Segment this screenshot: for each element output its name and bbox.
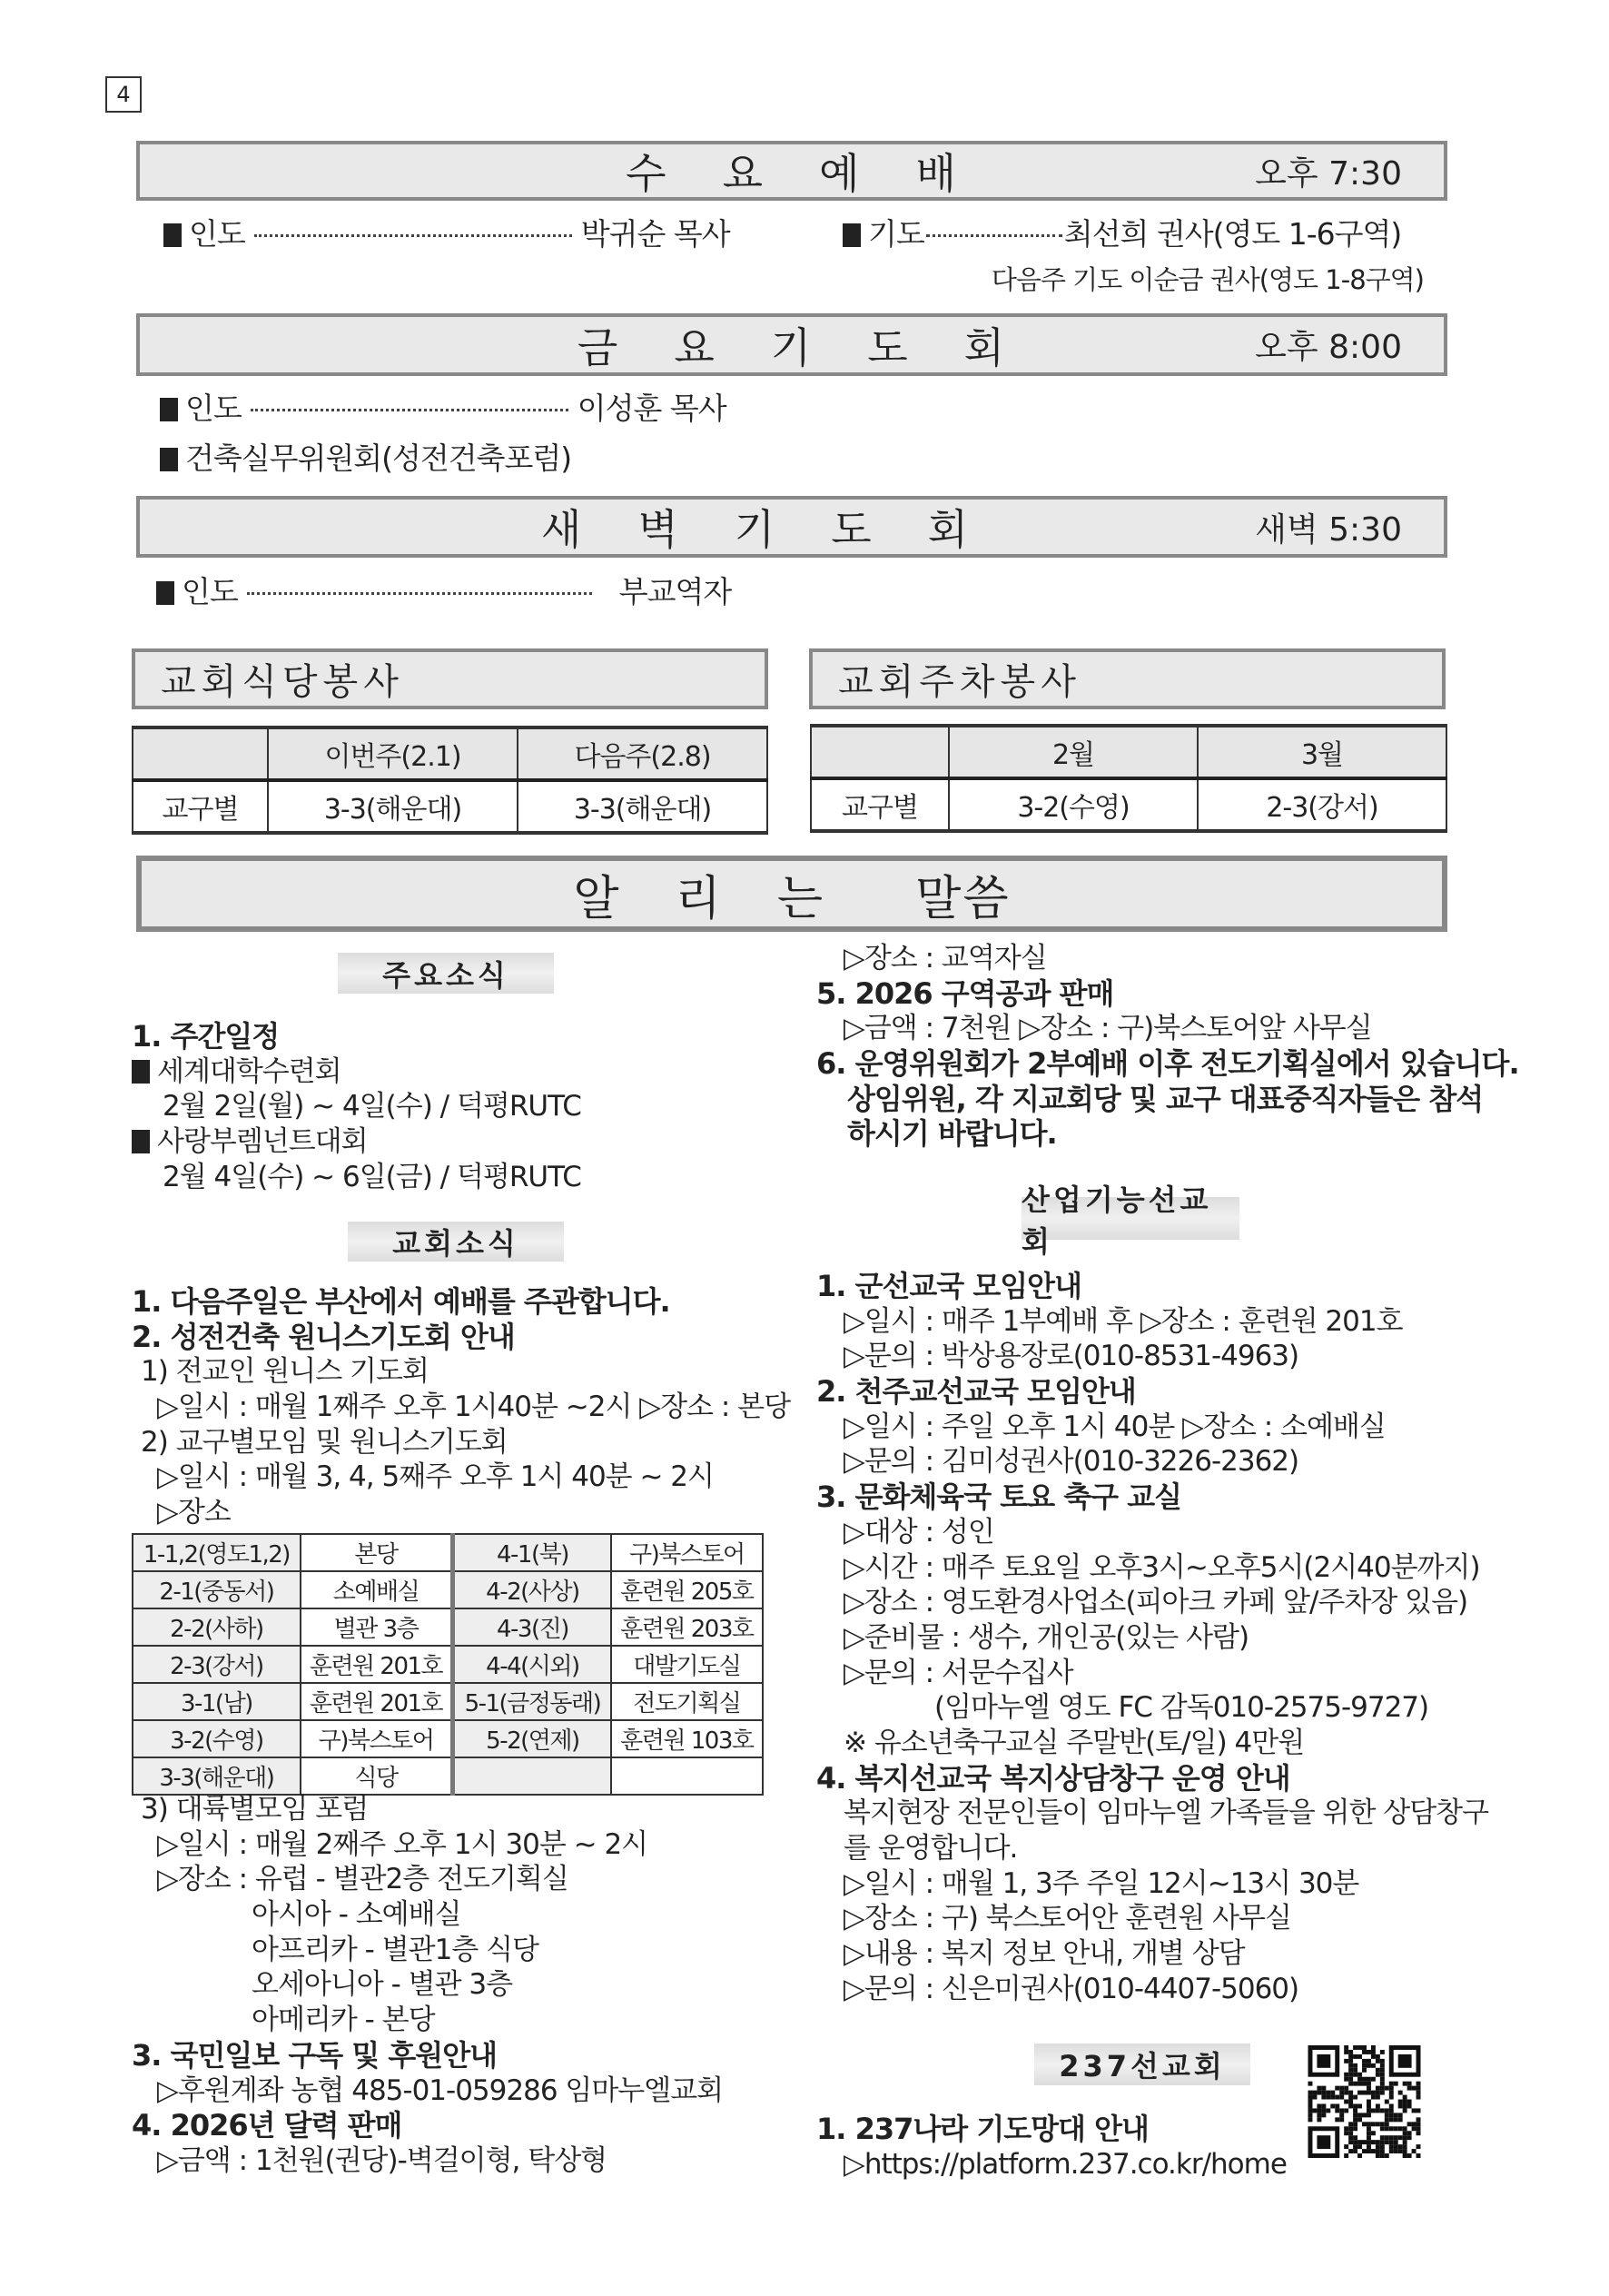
cafeteria-service-title: 교회식당봉사 xyxy=(132,648,768,709)
table-cell: 2-2(사하) xyxy=(133,1608,301,1646)
list-item: ▷금액 : 1천원(권당)-벽걸이형, 탁상형 xyxy=(157,2143,607,2177)
list-item: ▷일시 : 매주 1부예배 후 ▷장소 : 훈련원 201호 xyxy=(844,1304,1403,1338)
service-time: 오후 7:30 xyxy=(1255,154,1402,193)
table-cell: 2-1(중동서) xyxy=(133,1571,301,1608)
next-week-prayer: 다음주 기도 이순금 권사(영도 1-8구역) xyxy=(991,264,1424,295)
table-row xyxy=(133,1757,763,1795)
bullet-square-icon xyxy=(843,223,861,247)
list-item: 1. 237나라 기도망대 안내 xyxy=(816,2112,1149,2146)
list-item: ▷시간 : 매주 토요일 오후3시~오후5시(2시40분까지) xyxy=(844,1550,1480,1584)
list-item: 사랑부렘넌트대회 xyxy=(132,1124,581,1160)
table-cell: 훈련원 201호 xyxy=(301,1683,453,1720)
bullet-square-icon xyxy=(132,1130,150,1153)
list-item: 오세아니아 - 별관 3층 xyxy=(252,1968,513,2002)
table-row xyxy=(133,1571,763,1608)
list-item: ▷일시 : 매월 1, 3주 주일 12시~13시 30분 xyxy=(844,1866,1359,1900)
list-item: ▷금액 : 7천원 ▷장소 : 구)북스토어앞 사무실 xyxy=(844,1012,1372,1045)
list-item: ▷장소 : 구) 북스토어안 훈련원 사무실 xyxy=(844,1902,1291,1935)
table-row xyxy=(133,1608,763,1646)
dawn-prayer-header xyxy=(136,496,1447,558)
section-title: 수 요 예 배 xyxy=(626,149,958,198)
section-title: 금 요 기 도 회 xyxy=(577,322,1007,372)
page-number: 4 xyxy=(105,76,142,113)
list-item: 2) 교구별모임 및 원니스기도회 xyxy=(141,1425,508,1459)
list-item: 3. 국민일보 구독 및 후원안내 xyxy=(132,2037,498,2073)
list-item: ▷일시 : 매월 3, 4, 5째주 오후 1시 40분 ~ 2시 xyxy=(157,1460,714,1494)
table-cell: 4-4(시외) xyxy=(453,1646,611,1683)
table-cell: 별관 3층 xyxy=(301,1608,453,1646)
bullet-square-icon xyxy=(132,1060,150,1084)
table-cell: 훈련원 203호 xyxy=(611,1608,763,1646)
list-item: 하시기 바랍니다. xyxy=(847,1116,1057,1152)
section-title: 새 벽 기 도 회 xyxy=(540,505,971,554)
list-item: ▷https://platform.237.co.kr/home xyxy=(844,2147,1287,2181)
dawn-leader: 인도 부교역자 xyxy=(156,569,731,611)
table-row xyxy=(133,1646,763,1683)
list-item: ▷내용 : 복지 정보 안내, 개별 상담 xyxy=(844,1937,1245,1971)
church-news-title: 교회소식 xyxy=(348,1222,564,1262)
qr-code-icon xyxy=(1307,2045,1422,2158)
table-cell: 식당 xyxy=(301,1757,453,1795)
wednesday-service-header xyxy=(136,141,1447,201)
list-item: 1. 주간일정 xyxy=(132,1019,280,1054)
list-item: 3) 대륙별모임 포럼 xyxy=(141,1793,369,1826)
list-item: ▷일시 : 매월 1째주 오후 1시40분 ~2시 ▷장소 : 본당 xyxy=(157,1390,791,1424)
list-item: 2. 천주교선교국 모임안내 xyxy=(816,1374,1136,1410)
main-news-list xyxy=(132,1019,581,1194)
list-item: 아프리카 - 별관1층 식당 xyxy=(252,1933,538,1966)
list-item: 2월 4일(수) ~ 6일(금) / 덕평RUTC xyxy=(163,1160,581,1193)
mission237-title: 237선교회 xyxy=(1034,2044,1250,2085)
table-cell: 3-2(수영) xyxy=(133,1720,301,1757)
list-item: ▷장소 xyxy=(157,1496,231,1529)
cafeteria-table: 이번주(2.1) 다음주(2.8) 교구별 3-3(해운대) 3-3(해운대) xyxy=(132,726,768,835)
table-cell xyxy=(611,1757,763,1795)
table-cell: 구)북스토어 xyxy=(301,1720,453,1757)
friday-leader: 인도 이성훈 목사 xyxy=(160,385,726,428)
wednesday-prayer: 기도 최선희 권사(영도 1-6구역) xyxy=(843,211,1401,253)
list-item: 1) 전교인 원니스 기도회 xyxy=(141,1355,429,1389)
table-row xyxy=(133,1683,763,1720)
list-item: ▷문의 : 신은미권사(010-4407-5060) xyxy=(844,1972,1299,2005)
list-item: 2. 성전건축 원니스기도회 안내 xyxy=(132,1319,515,1354)
right-top-list xyxy=(816,941,1519,1152)
friday-prayer-header xyxy=(136,313,1447,376)
list-item: 아시아 - 소예배실 xyxy=(252,1898,461,1932)
table-row xyxy=(133,1534,763,1571)
list-item: 를 운영합니다. xyxy=(844,1832,1018,1865)
table-cell: 3-1(남) xyxy=(133,1683,301,1720)
list-item: ▷일시 : 주일 오후 1시 40분 ▷장소 : 소예배실 xyxy=(844,1410,1386,1443)
friday-note: 건축실무위원회(성전건축포럼) xyxy=(160,435,571,478)
wednesday-leader: 인도 박귀순 목사 xyxy=(163,211,730,253)
table-cell: 소예배실 xyxy=(301,1571,453,1608)
table-cell: 1-1,2(영도1,2) xyxy=(133,1534,301,1571)
table-cell: 전도기획실 xyxy=(611,1683,763,1720)
list-item: ▷장소 : 교역자실 xyxy=(844,942,1047,975)
parking-table: 2월 3월 교구별 3-2(수영) 2-3(강서) xyxy=(810,724,1447,833)
list-item: (임마누엘 영도 FC 감독010-2575-9727) xyxy=(934,1691,1429,1725)
list-item: 1. 군선교국 모임안내 xyxy=(816,1269,1081,1303)
bullet-square-icon xyxy=(160,448,178,471)
list-item: ▷문의 : 박상용장로(010-8531-4963) xyxy=(844,1340,1299,1373)
mission237-list xyxy=(816,2112,1287,2182)
table-cell: 훈련원 103호 xyxy=(611,1720,763,1757)
list-item: ※ 유소년축구교실 주말반(토/일) 4만원 xyxy=(844,1726,1305,1759)
list-item: 1. 다음주일은 부산에서 예배를 주관합니다. xyxy=(132,1284,670,1319)
list-item: ▷대상 : 성인 xyxy=(844,1515,994,1549)
list-item: 4. 복지선교국 복지상담창구 운영 안내 xyxy=(816,1760,1290,1796)
list-item: ▷일시 : 매월 2째주 오후 1시 30분 ~ 2시 xyxy=(157,1827,648,1861)
list-item: ▷문의 : 김미성권사(010-3226-2362) xyxy=(844,1445,1299,1479)
list-item: 아메리카 - 본당 xyxy=(252,2004,435,2037)
section-title: 알 리 는 말씀 xyxy=(573,871,1011,926)
list-item: 2월 2일(월) ~ 4일(수) / 덕평RUTC xyxy=(163,1090,581,1123)
list-item: ▷장소 : 영도환경사업소(피아크 카페 앞/주차장 있음) xyxy=(844,1586,1468,1619)
location-table xyxy=(132,1533,764,1796)
list-item: 3. 문화체육국 토요 축구 교실 xyxy=(816,1480,1182,1515)
church-news-continued xyxy=(132,1792,723,2179)
table-cell: 5-2(연제) xyxy=(453,1720,611,1757)
table-cell xyxy=(453,1757,611,1795)
table-cell: 4-3(진) xyxy=(453,1608,611,1646)
bullet-square-icon xyxy=(160,398,178,421)
list-item: 복지현장 전문인들이 임마누엘 가족들을 위한 상담창구 xyxy=(844,1796,1489,1830)
table-row xyxy=(133,1720,763,1757)
table-cell: 5-1(금정동래) xyxy=(453,1683,611,1720)
announcements-header xyxy=(136,856,1447,932)
list-item: 6. 운영위원회가 2부예배 이후 전도기획실에서 있습니다. xyxy=(816,1046,1519,1082)
table-cell: 훈련원 205호 xyxy=(611,1571,763,1608)
list-item: ▷후원계좌 농협 485-01-059286 임마누엘교회 xyxy=(157,2073,724,2107)
list-item: ▷준비물 : 생수, 개인공(있는 사람) xyxy=(844,1620,1249,1654)
industrial-mission-list xyxy=(816,1269,1488,2006)
parking-service-title: 교회주차봉사 xyxy=(809,648,1446,709)
service-time: 오후 8:00 xyxy=(1255,329,1402,366)
table-cell: 구)북스토어 xyxy=(611,1534,763,1571)
list-item: 4. 2026년 달력 판매 xyxy=(132,2108,402,2143)
list-item: 세계대학수련회 xyxy=(132,1054,581,1090)
table-cell: 2-3(강서) xyxy=(133,1646,301,1683)
main-news-title: 주요소식 xyxy=(338,953,554,994)
bullet-square-icon xyxy=(163,223,182,247)
table-cell: 3-3(해운대) xyxy=(133,1757,301,1795)
bullet-square-icon xyxy=(156,581,174,605)
list-item: 상임위원, 각 지교회당 및 교구 대표중직자들은 참석 xyxy=(847,1081,1484,1116)
table-cell: 4-2(사상) xyxy=(453,1571,611,1608)
table-cell: 대발기도실 xyxy=(611,1646,763,1683)
table-cell: 4-1(북) xyxy=(453,1534,611,1571)
church-news-list xyxy=(132,1284,790,1530)
list-item: ▷문의 : 서문수집사 xyxy=(844,1656,1073,1689)
industrial-mission-title: 산업기능선교회 xyxy=(1022,1197,1239,1240)
table-cell: 본당 xyxy=(301,1534,453,1571)
list-item: ▷장소 : 유럽 - 별관2층 전도기획실 xyxy=(157,1863,568,1896)
list-item: 5. 2026 구역공과 판매 xyxy=(816,975,1114,1011)
service-time: 새벽 5:30 xyxy=(1255,510,1402,549)
table-cell: 훈련원 201호 xyxy=(301,1646,453,1683)
